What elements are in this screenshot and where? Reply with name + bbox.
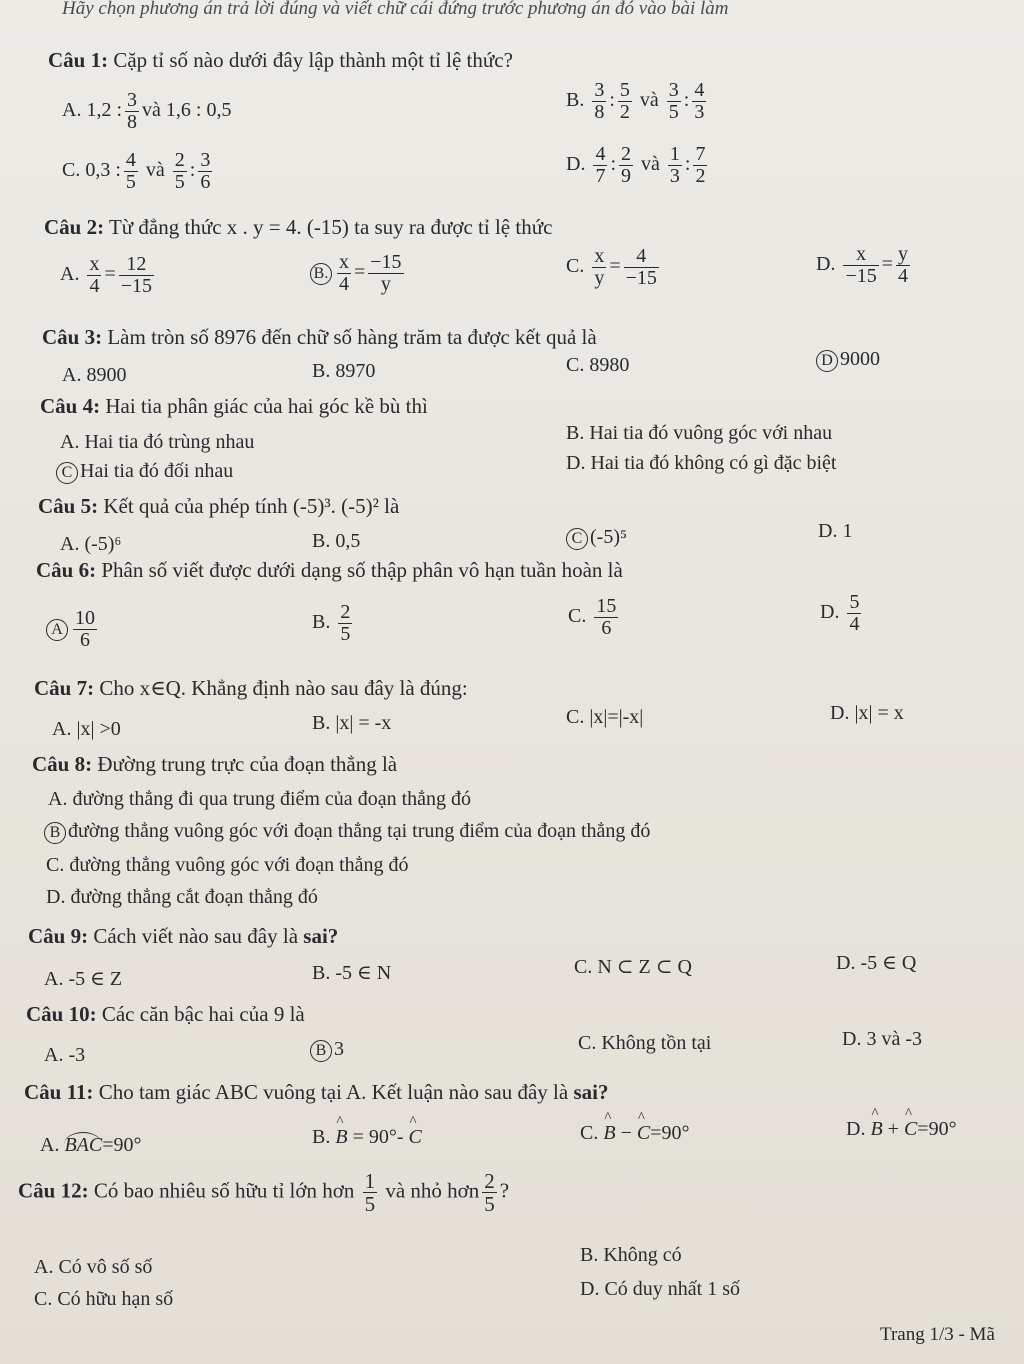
q4-option-c: C Hai tia đó đối nhau: [56, 460, 233, 484]
q1-option-c: C. 0,3 : $\frac{4}{5}$ và $\frac{2}{5}$ : $\frac{3}{6}$: [62, 149, 211, 193]
q12-option-b: B. Không có: [580, 1244, 682, 1266]
q12-option-a: A. Có vô số số: [34, 1256, 153, 1278]
q11-option-c: C. ^ B − ^ C=90°: [580, 1122, 689, 1145]
q2-option-a: A. $\frac{x}{4}$ = $\frac{12}{-15}$: [60, 253, 153, 297]
question-10: Câu 10: Các căn bậc hai của 9 là: [26, 1002, 305, 1026]
q5-option-a: A. (-5)⁶: [60, 533, 122, 555]
q8-option-c: C. đường thẳng vuông góc với đoạn thẳng đó: [46, 854, 409, 876]
q1-option-d: D. $\frac{4}{7}$ : $\frac{2}{9}$ và $\frac{1}{3}$ : $\frac{7}{2}$: [566, 143, 706, 187]
q6-option-c: C. $\frac{15}{6}$: [568, 595, 617, 639]
q4-option-a: A. Hai tia đó trùng nhau: [60, 431, 255, 453]
q3-option-a: A. 8900: [62, 364, 127, 386]
q6-option-b: B. $\frac{2}{5}$: [312, 601, 351, 645]
q4-option-b: B. Hai tia đó vuông góc với nhau: [566, 422, 833, 444]
q9-option-a: A. -5 ∈ Z: [44, 968, 123, 990]
q11-option-b: B. ^ B = 90°- ^ C: [312, 1126, 422, 1149]
q9-option-c: C. N ⊂ Z ⊂ Q: [574, 956, 692, 978]
q2-option-c: C. $\frac{x}{y}$ = $\frac{4}{-15}$: [566, 245, 657, 289]
q12-option-d: D. Có duy nhất 1 số: [580, 1278, 740, 1300]
q8-option-a: A. đường thẳng đi qua trung điểm của đoạn thẳng đó: [48, 788, 471, 810]
q1-option-a: A. 1,2 : $\frac{3}{8}$ và 1,6 : 0,5: [62, 89, 232, 133]
question-12: Câu 12: Có bao nhiêu số hữu tỉ lớn hơn $\frac{1}{5}$ và nhỏ hơn $\frac{2}{5}$ ?: [18, 1169, 510, 1217]
question-5: Câu 5: Kết quả của phép tính (-5)³. (-5)² là: [38, 494, 400, 518]
question-7: Câu 7: Cho x∈Q. Khẳng định nào sau đây là đúng:: [34, 676, 468, 700]
q10-option-d: D. 3 và -3: [842, 1028, 922, 1050]
q7-option-b: B. |x| = -x: [312, 712, 392, 734]
q3-option-c: C. 8980: [566, 354, 630, 376]
q6-option-a: A $\frac{10}{6}$: [46, 608, 100, 651]
instructions: Hãy chọn phương án trả lời đúng và viết chữ cái đứng trước phương án đó vào bài làm: [62, 0, 729, 19]
q12-option-c: C. Có hữu hạn số: [34, 1288, 174, 1310]
q2-option-b: B. $\frac{x}{4}$ = $\frac{-15}{y}$: [310, 252, 407, 295]
q5-option-d: D. 1: [818, 520, 853, 542]
q2-option-d: D. $\frac{x}{-15}$ = $\frac{y}{4}$: [816, 243, 909, 287]
question-6: Câu 6: Phân số viết được dưới dạng số thập phân vô hạn tuần hoàn là: [36, 558, 623, 582]
q10-option-a: A. -3: [44, 1044, 86, 1066]
q7-option-a: A. |x| >0: [52, 718, 121, 740]
q7-option-c: C. |x|=|-x|: [566, 706, 644, 728]
q10-option-b: B 3: [310, 1038, 344, 1062]
q3-option-b: B. 8970: [312, 360, 376, 382]
q8-option-b: B đường thẳng vuông góc với đoạn thẳng tại trung điểm của đoạn thẳng đó: [44, 820, 650, 844]
q6-option-d: D. $\frac{5}{4}$: [820, 591, 860, 635]
q5-option-c: C (-5)⁵: [566, 526, 627, 550]
question-4: Câu 4: Hai tia phân giác của hai góc kề bù thì: [40, 394, 428, 418]
q9-option-d: D. -5 ∈ Q: [836, 952, 917, 974]
question-9: Câu 9: Cách viết nào sau đây là sai?: [28, 924, 339, 948]
q10-option-c: C. Không tồn tại: [578, 1032, 712, 1054]
q11-option-d: D. ^ B + ^ C=90°: [846, 1118, 957, 1141]
q3-option-d: D 9000: [816, 348, 880, 372]
question-3: Câu 3: Làm tròn số 8976 đến chữ số hàng trăm ta được kết quả là: [42, 325, 597, 349]
q1-option-b: B. $\frac{3}{8}$ : $\frac{5}{2}$ và $\frac{3}{5}$ : $\frac{4}{3}$: [566, 79, 705, 123]
q8-option-d: D. đường thẳng cắt đoạn thẳng đó: [46, 886, 318, 908]
question-8: Câu 8: Đường trung trực của đoạn thẳng là: [32, 752, 398, 776]
question-2: Câu 2: Từ đẳng thức x . y = 4. (-15) ta suy ra được tỉ lệ thức: [44, 215, 553, 239]
q5-option-b: B. 0,5: [312, 530, 361, 552]
page-footer: Trang 1/3 - Mã: [880, 1324, 995, 1345]
q4-option-d: D. Hai tia đó không có gì đặc biệt: [566, 452, 837, 474]
q7-option-d: D. |x| = x: [830, 702, 904, 724]
q9-option-b: B. -5 ∈ N: [312, 962, 392, 984]
q11-option-a: A. BAC=90°: [40, 1134, 142, 1156]
question-1: Câu 1: Cặp tỉ số nào dưới đây lập thành một tỉ lệ thức?: [48, 48, 513, 72]
question-11: Câu 11: Cho tam giác ABC vuông tại A. Kết luận nào sau đây là sai?: [24, 1080, 609, 1104]
